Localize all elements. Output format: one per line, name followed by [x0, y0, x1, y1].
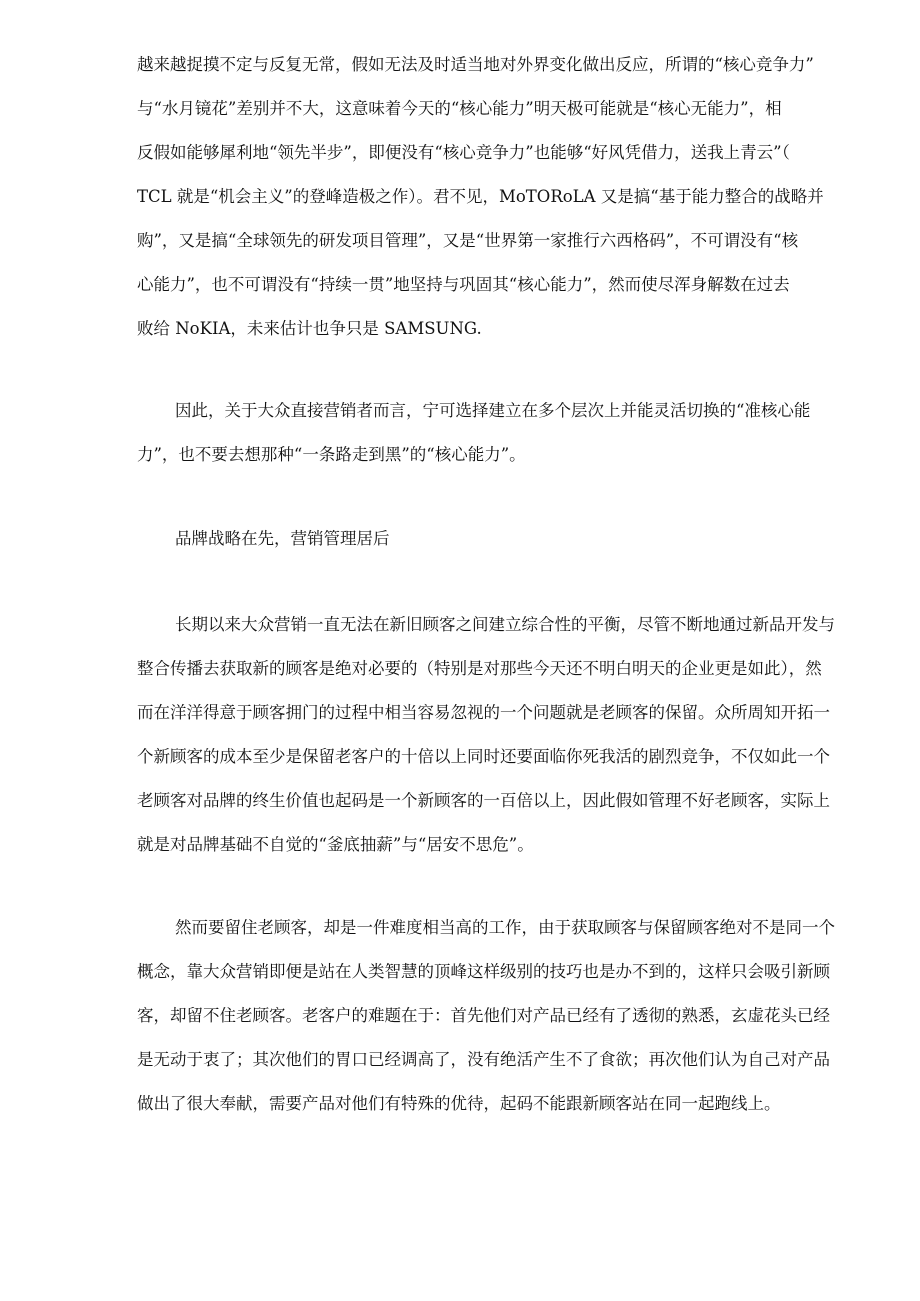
paragraph-3-line-1: 长期以来大众营销一直无法在新旧顾客之间建立综合性的平衡，尽管不断地通过新品开发与	[175, 615, 835, 634]
paragraph-4-line-4: 是无动于衷了；其次他们的胃口已经调高了，没有绝活产生不了食欲；再次他们认为自己对产品	[137, 1050, 830, 1069]
paragraph-1-line-7: 败给 NoKIA，未来估计也争只是 SAMSUNG.	[137, 319, 482, 338]
paragraph-1-line-2: 与“水月镜花”差别并不大，这意味着今天的“核心能力”明天极可能就是“核心无能力”，相	[137, 99, 782, 118]
paragraph-1-line-1: 越来越捉摸不定与反复无常，假如无法及时适当地对外界变化做出反应，所谓的“核心竞争力”	[137, 55, 814, 74]
paragraph-1-line-3: 反假如能够犀利地“领先半步”，即便没有“核心竞争力”也能够“好风凭借力，送我上青云”（	[137, 143, 790, 162]
paragraph-4-line-2: 概念，靠大众营销即便是站在人类智慧的顶峰这样级别的技巧也是办不到的，这样只会吸引新顾	[137, 962, 830, 981]
paragraph-3-line-2: 整合传播去获取新的顾客是绝对必要的（特别是对那些今天还不明白明天的企业更是如此），然	[137, 659, 822, 678]
paragraph-3-line-6: 就是对品牌基础不自觉的“釜底抽薪”与“居安不思危”。	[137, 835, 534, 854]
paragraph-1-line-4: TCL 就是“机会主义”的登峰造极之作）。君不见，MoTORoLA 又是搞“基于能力整合的战略并	[137, 187, 824, 206]
paragraph-1-line-5: 购”，又是搞“全球领先的研发项目管理”，又是“世界第一家推行六西格码”，不可谓没有“核	[137, 231, 799, 250]
paragraph-4-line-3: 客，却留不住老顾客。老客户的难题在于：首先他们对产品已经有了透彻的熟悉，玄虚花头已经	[137, 1006, 830, 1025]
paragraph-3-line-5: 老顾客对品牌的终生价值也起码是一个新顾客的一百倍以上，因此假如管理不好老顾客，实际上	[137, 791, 830, 810]
section-heading: 品牌战略在先，营销管理居后	[175, 529, 390, 548]
paragraph-3-line-4: 个新顾客的成本至少是保留老客户的十倍以上同时还要面临你死我活的剧烈竞争，不仅如此一个	[137, 747, 830, 766]
paragraph-4-line-1: 然而要留住老顾客，却是一件难度相当高的工作，由于获取顾客与保留顾客绝对不是同一个	[175, 918, 835, 937]
paragraph-2-line-1: 因此，关于大众直接营销者而言，宁可选择建立在多个层次上并能灵活切换的“准核心能	[175, 401, 811, 420]
paragraph-3-line-3: 而在洋洋得意于顾客拥门的过程中相当容易忽视的一个问题就是老顾客的保留。众所周知开拓一	[137, 703, 830, 722]
paragraph-1-line-6: 心能力”，也不可谓没有“持续一贯”地坚持与巩固其“核心能力”，然而使尽浑身解数在过去	[137, 275, 790, 294]
paragraph-4-line-5: 做出了很大奉献，需要产品对他们有特殊的优待，起码不能跟新顾客站在同一起跑线上。	[137, 1094, 781, 1113]
paragraph-2-line-2: 力”，也不要去想那种“一条路走到黑”的“核心能力”。	[137, 445, 526, 464]
